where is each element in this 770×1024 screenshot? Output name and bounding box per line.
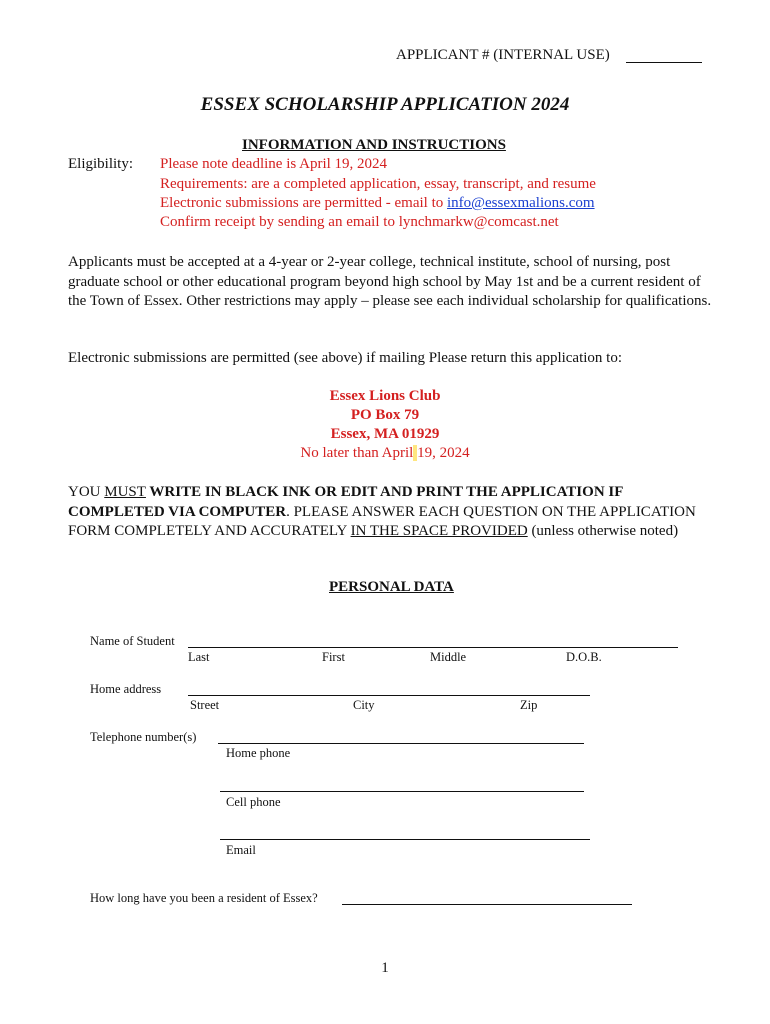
must-text: MUST (104, 484, 146, 500)
name-sub-last: Last (188, 650, 210, 664)
instructions-paragraph: YOU MUST WRITE IN BLACK INK OR EDIT AND PRINT THE APPLICATION IF COMPLETED VIA COMPUTER. PLEASE ANSWER EACH QUESTION ON THE APPLICATION FORM COMPLETELY AND ACCURATELY IN THE SPACE PROVIDED (unless otherwise noted) (68, 484, 696, 539)
eligibility-line-confirm: Confirm receipt by sending an email to lynchmarkw@comcast.net (160, 214, 559, 230)
address-sub-city: City (353, 698, 375, 712)
name-sub-middle: Middle (430, 650, 467, 664)
home-phone-field[interactable] (218, 743, 584, 744)
eligibility-paragraph: Applicants must be accepted at a 4-year or 2-year college, technical institute, school of nursing, post graduate school or other educational program beyond high school by May 1st and be a current resident of the Town of Essex. Other restrictions may apply – please see each individual scholarship for qualifications. (68, 254, 712, 309)
eligibility-line-deadline: Please note deadline is April 19, 2024 (160, 156, 388, 172)
email-label: Email (226, 843, 256, 857)
address-line-3: Essex, MA 01929 (330, 426, 440, 442)
cell-phone-field[interactable] (220, 791, 584, 792)
address-line-1: Essex Lions Club (329, 388, 441, 404)
address-label: Home address (90, 682, 162, 696)
name-sub-dob: D.O.B. (566, 650, 602, 664)
in-space-text: IN THE SPACE PROVIDED (350, 523, 528, 539)
name-label: Name of Student (90, 634, 175, 648)
eligibility-line-electronic (160, 195, 595, 212)
name-sub-first: First (322, 650, 345, 664)
info-heading: INFORMATION AND INSTRUCTIONS (242, 137, 506, 153)
applicant-number-label: APPLICANT # (INTERNAL USE) (396, 47, 610, 63)
home-phone-label: Home phone (226, 746, 291, 760)
page-title: ESSEX SCHOLARSHIP APPLICATION 2024 (200, 94, 570, 115)
address-sub-street: Street (190, 698, 220, 712)
personal-data-heading: PERSONAL DATA (329, 579, 454, 595)
address-line-2: PO Box 79 (350, 407, 420, 423)
page-number: 1 (381, 960, 389, 976)
email-field[interactable] (220, 839, 590, 840)
resident-field[interactable] (342, 904, 632, 905)
email-link[interactable]: info@essexmalions.com (447, 195, 595, 211)
mailing-paragraph: Electronic submissions are permitted (see above) if mailing Please return this application to: (68, 350, 623, 366)
resident-label: How long have you been a resident of Essex? (90, 891, 318, 905)
address-deadline: No later than April 19, 2024 (300, 445, 470, 461)
address-field[interactable] (188, 695, 590, 696)
electronic-text: Electronic submissions are permitted - email to (160, 195, 448, 211)
cell-phone-label: Cell phone (226, 795, 281, 809)
phone-label: Telephone number(s) (90, 730, 197, 744)
eligibility-label: Eligibility: (68, 156, 134, 172)
name-field[interactable] (188, 647, 678, 648)
black-ink-text: WRITE IN BLACK INK OR EDIT AND PRINT THE APPLICATION IF COMPLETED VIA COMPUTER (68, 484, 623, 520)
applicant-number-field[interactable] (626, 62, 702, 63)
address-sub-zip: Zip (520, 698, 538, 712)
eligibility-line-requirements: Requirements: are a completed application, essay, transcript, and resume (160, 176, 596, 192)
